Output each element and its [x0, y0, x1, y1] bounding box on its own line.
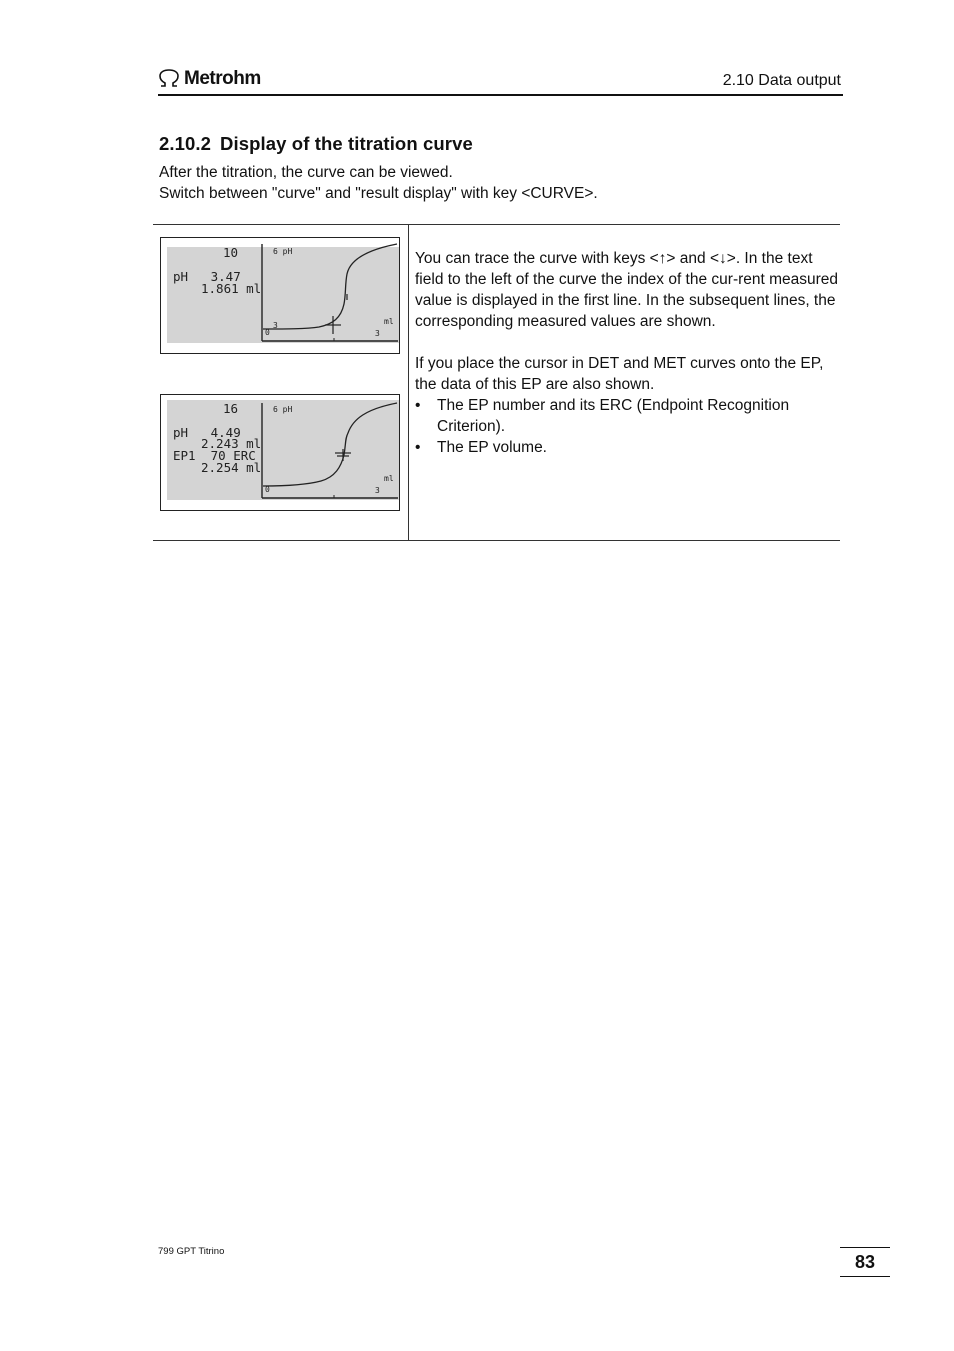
lcd-screen — [161, 238, 399, 353]
lcd-index: 16 — [223, 401, 239, 416]
page-header — [158, 64, 843, 96]
description-paragraph: If you place the cursor in DET and MET curves onto the EP, the data of this EP are also shown. — [415, 355, 824, 393]
lcd-y-min: 3 — [273, 321, 278, 330]
bullet-list — [415, 395, 840, 458]
logo-text: Metrohm — [184, 68, 261, 89]
section-heading: Display of the titration curve — [220, 133, 473, 154]
bullet-icon: • — [415, 397, 421, 414]
page-number: 83 — [840, 1247, 890, 1277]
lcd-line: pH 4.49 — [173, 425, 241, 440]
lcd-line: 2.243 ml — [201, 436, 262, 451]
info-table — [153, 224, 840, 541]
lcd-line: 1.861 ml — [201, 281, 262, 296]
intro-line: Switch between "curve" and "result display" with key <CURVE>. — [159, 185, 598, 202]
lcd-x-max: 3 — [375, 486, 380, 495]
description-paragraph: You can trace the curve with keys <↑> and <↓>. In the text field to the left of the curve the index of the cur-rent measured value is displayed in the first line. In the subsequent lines, the corresponding measured values are shown. — [415, 250, 839, 330]
lcd-line: pH 3.47 — [173, 269, 241, 284]
lcd-x-max: 3 — [375, 329, 380, 338]
lcd-screen — [161, 395, 399, 510]
lcd-x-label: ml — [384, 474, 394, 483]
lcd-display-endpoint — [160, 394, 400, 511]
lcd-x-min: 0 — [265, 485, 270, 494]
section-title — [159, 133, 473, 155]
section-number: 2.10.2 — [159, 133, 212, 154]
section-label: 2.10 Data output — [722, 72, 841, 89]
intro-line: After the titration, the curve can be viewed. — [159, 164, 453, 181]
lcd-line: EP1 70 ERC — [173, 448, 256, 463]
omega-icon — [158, 69, 180, 89]
footer-product: 799 GPT Titrino — [158, 1246, 225, 1257]
intro-text — [159, 162, 598, 204]
lcd-x-min: 0 — [265, 328, 270, 337]
list-item: • The EP number and its ERC (Endpoint Recognition Criterion). — [415, 397, 790, 435]
lcd-line: 2.254 ml — [201, 460, 262, 475]
lcd-display-curve — [160, 237, 400, 354]
lcd-y-label: 6 pH — [273, 405, 293, 414]
table-divider — [408, 225, 409, 540]
lcd-x-label: ml — [384, 317, 394, 326]
description-text — [415, 248, 840, 458]
logo — [158, 68, 261, 90]
list-item: • The EP volume. — [415, 439, 547, 456]
lcd-y-label: 6 pH — [273, 247, 293, 256]
lcd-index: 10 — [223, 245, 239, 260]
bullet-icon: • — [415, 439, 421, 456]
